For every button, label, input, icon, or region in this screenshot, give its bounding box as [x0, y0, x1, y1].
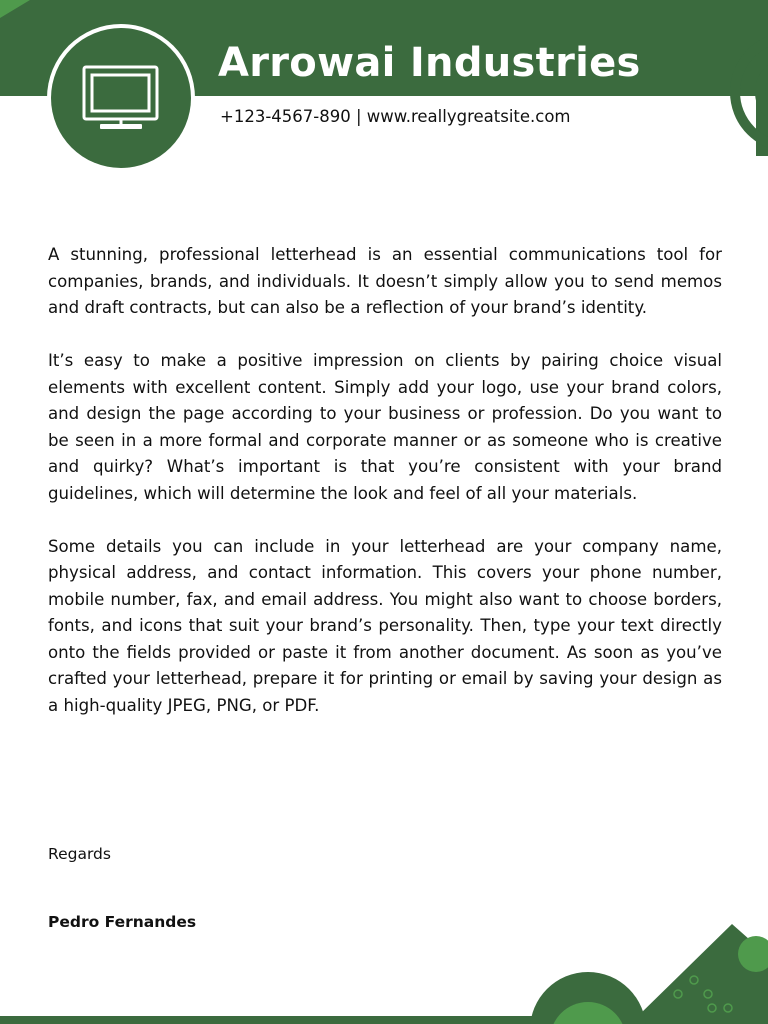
- closing-regards: Regards: [48, 845, 111, 863]
- company-name: Arrowai Industries: [218, 40, 641, 86]
- letter-body: [48, 242, 722, 746]
- logo-badge: [51, 28, 191, 168]
- monitor-stand: [100, 124, 142, 129]
- body-paragraph-2: It’s easy to make a positive impression on clients by pairing choice visual elements with excellent content. Simply add your logo, use your brand colors, and design the page according to your business or profession. Do you want to be seen in a more formal and corporate manner or as someone who is creative and quirky? What’s important is that you’re consistent with your brand guidelines, which will determine the look and feel of all your materials.: [48, 351, 722, 503]
- body-paragraph-3: Some details you can include in your letterhead are your company name, physical address, and contact information. This covers your phone number, mobile number, fax, and email address. You might also want to choose borders, fonts, and icons that suit your brand’s personality. Then, type your text directly onto the fields provided or paste it from another document. As soon as you’ve crafted your letterhead, prepare it for printing or email by saving your design as a high-quality JPEG, PNG, or PDF.: [48, 536, 722, 715]
- body-paragraph-1: A stunning, professional letterhead is an essential communications tool for companies, brands, and individuals. It doesn’t simply allow you to send memos and draft contracts, but can also be a reflection of your brand’s identity.: [48, 245, 722, 317]
- signature-name: Pedro Fernandes: [48, 913, 197, 931]
- contact-line: +123-4567-890 | www.reallygreatsite.com: [220, 107, 571, 126]
